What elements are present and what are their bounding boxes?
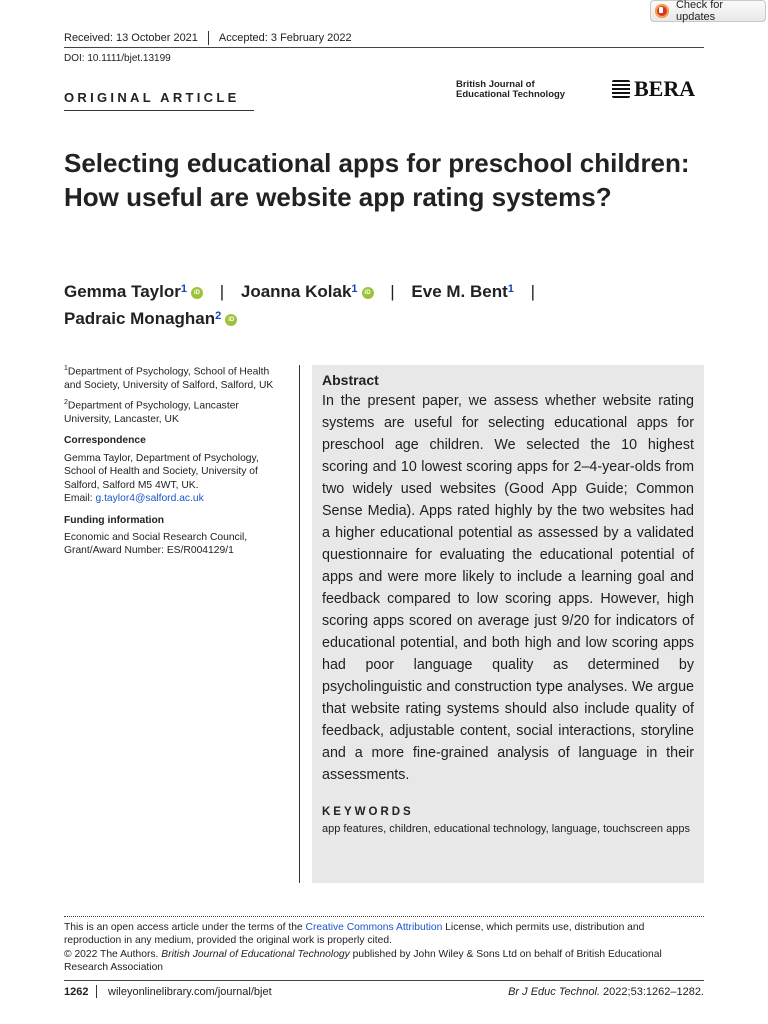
author-separator: | (390, 282, 395, 301)
author-affiliation-number[interactable]: 1 (180, 283, 187, 295)
affiliation-2 (64, 396, 286, 426)
affiliation-1 (64, 362, 286, 392)
abstract-heading: Abstract (322, 372, 379, 388)
abstract-box (312, 365, 704, 883)
author-separator: | (219, 282, 225, 301)
author-separator: | (530, 282, 536, 301)
bera-wordmark: BERA (634, 76, 696, 101)
footer-rule (64, 980, 704, 981)
bera-logo (612, 76, 695, 102)
orcid-icon[interactable]: iD (225, 314, 237, 326)
doi[interactable]: DOI: 10.1111/bjet.13199 (64, 53, 171, 64)
article-type-underline (64, 110, 254, 111)
affiliation-text: Department of Psychology, Lancaster University, Lancaster, UK (64, 400, 239, 426)
affiliation-text: Department of Psychology, School of Health and Society, University of Salford, Salford, UK (64, 366, 274, 391)
article-sidebar (64, 362, 286, 562)
funding-heading: Funding information (64, 514, 165, 526)
copyright-journal: British Journal of Educational Technology (161, 948, 350, 960)
correspondence-text: Gemma Taylor, Department of Psychology, School of Health and Society, University of Salford, Salford M5 4WT, UK. (64, 452, 259, 491)
journal-name-line1: British Journal of (456, 79, 535, 90)
correspondence-block (64, 452, 286, 506)
citation-details: 2022;53:1262–1282. (600, 986, 704, 998)
creative-commons-link[interactable]: Creative Commons Attribution (305, 922, 443, 933)
check-for-updates-button[interactable] (650, 0, 766, 22)
page-number: 1262 (64, 986, 89, 998)
footer-separator (96, 985, 97, 998)
author-name[interactable]: Gemma Taylor (64, 282, 181, 301)
copyright-pre: © 2022 The Authors. (64, 948, 162, 960)
author-name[interactable]: Eve M. Bent (411, 282, 508, 301)
correspondence-heading: Correspondence (64, 435, 146, 447)
journal-website-link[interactable]: wileyonlinelibrary.com/journal/bjet (108, 986, 272, 998)
citation-journal: Br J Educ Technol. (508, 986, 600, 998)
author-list (64, 278, 704, 332)
license-text-pre: This is an open access article under the terms of the (64, 922, 306, 933)
license-notice (64, 921, 704, 974)
crossmark-icon (655, 4, 669, 18)
email-label: Email: (64, 493, 93, 505)
check-for-updates-label: Check for updates (675, 0, 724, 23)
bera-emblem-icon (612, 80, 630, 98)
abstract-text: In the present paper, we assess whether website rating systems are useful for selecting educational apps for preschool age children. We selected the 10 highest scoring and 10 lowest scoring apps for 2–4-year-olds from two widely used websites (Good App Guide; Common Sense Media). Apps rated highly by the two websites had a higher educational potential as assessed by a validated questionnaire for evaluating the educational potential of apps and were more likely to include a learning goal and feedback compared to low scoring apps. However, high scoring apps scored on average just 9/20 for indicators of educational potential, and both high and low scoring apps had poor language quality as determined by psycholinguistic and construction type analyses. We argue that website rating systems should also include quality of feedback, adjustable content, social interactions, storyline and a more fine-grained analysis of language in their assessments. (322, 393, 694, 783)
author-affiliation-number[interactable]: 1 (507, 283, 514, 295)
author-affiliation-number[interactable]: 1 (351, 283, 358, 295)
accepted-date: Accepted: 3 February 2022 (218, 32, 352, 44)
article-type: ORIGINAL ARTICLE (64, 90, 240, 105)
affiliation-number: 2 (64, 399, 68, 407)
citation (508, 986, 704, 998)
keywords-text: app features, children, educational technology, language, touchscreen apps (322, 823, 690, 835)
received-date: Received: 13 October 2021 (64, 32, 198, 44)
funding-text: Economic and Social Research Council, Grant/Award Number: ES/R004129/1 (64, 531, 248, 557)
header-rule (64, 47, 704, 48)
journal-name (456, 80, 565, 100)
author-name[interactable]: Padraic Monaghan (64, 309, 216, 328)
orcid-icon[interactable]: iD (362, 287, 374, 299)
column-divider (299, 365, 300, 883)
keywords-heading: KEYWORDS (322, 806, 414, 818)
author-name[interactable]: Joanna Kolak (240, 282, 352, 301)
copyright-post: published by John Wiley & Sons Ltd on behalf of British Educational Research Association (64, 948, 662, 973)
meta-separator (208, 31, 209, 45)
affiliation-number: 1 (64, 365, 68, 372)
license-text-post: License, which permits use, distribution and reproduction in any medium, provided the original work is properly cited. (64, 922, 645, 947)
license-divider (64, 916, 704, 917)
dates-line (64, 31, 352, 45)
author-affiliation-number[interactable]: 2 (215, 310, 222, 322)
journal-name-line2: Educational Technology (456, 89, 566, 100)
orcid-icon[interactable]: iD (191, 287, 203, 299)
email-link[interactable]: g.taylor4@salford.ac.uk (95, 493, 204, 505)
article-title: Selecting educational apps for preschool children: How useful are website app rating systems? (64, 148, 690, 212)
